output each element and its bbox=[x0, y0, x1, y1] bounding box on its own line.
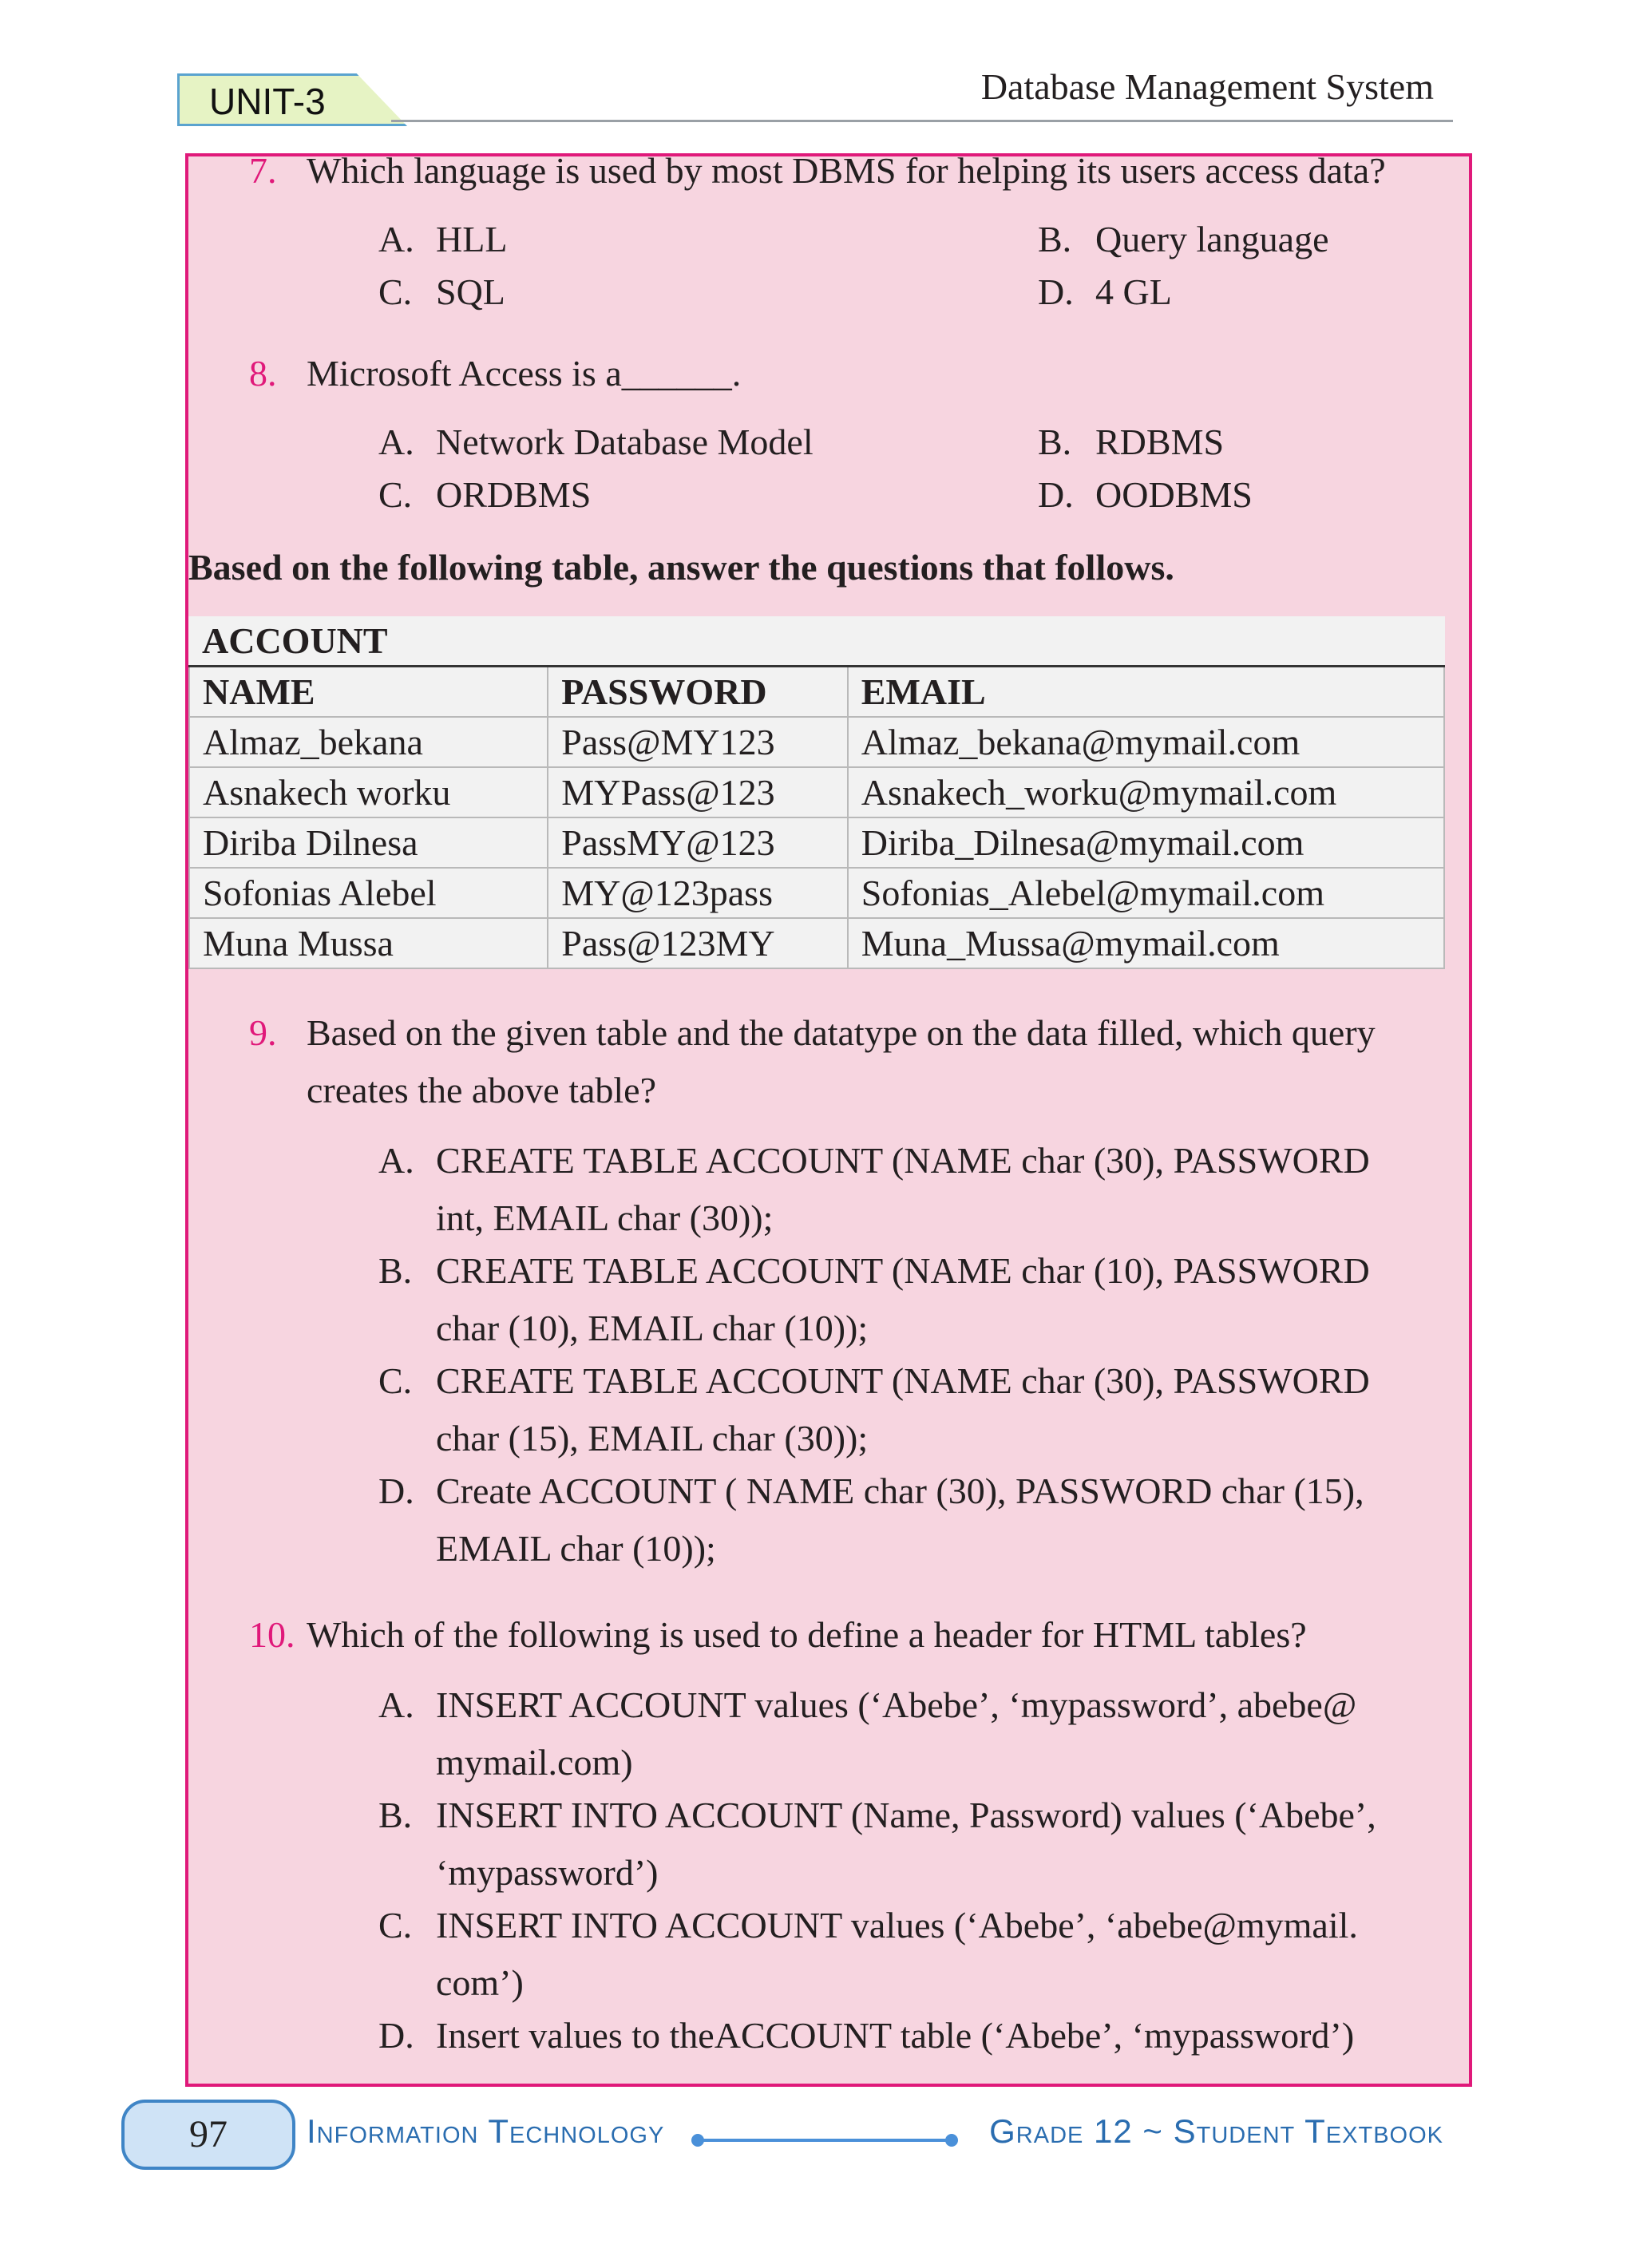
option-line1: INSERT ACCOUNT values (‘Abebe’, ‘mypassword’, abebe@ bbox=[436, 1684, 1357, 1725]
question-number: 10. bbox=[249, 1614, 295, 1655]
option-letter: B. bbox=[378, 1795, 413, 1835]
header-divider bbox=[391, 120, 1453, 122]
option-line1: INSERT INTO ACCOUNT values (‘Abebe’, ‘abebe@mymail. bbox=[436, 1905, 1358, 1945]
option-letter: B. bbox=[378, 1250, 413, 1291]
cell-email: Diriba_Dilnesa@mymail.com bbox=[848, 817, 1444, 868]
table-instruction: Based on the following table, answer the questions that follows. bbox=[188, 547, 1174, 588]
cell-password: MY@123pass bbox=[548, 868, 847, 918]
table-row bbox=[189, 918, 1444, 968]
question-number: 8. bbox=[249, 353, 277, 394]
cell-email: Muna_Mussa@mymail.com bbox=[848, 918, 1444, 968]
column-header: PASSWORD bbox=[548, 667, 847, 718]
table-row bbox=[189, 868, 1444, 918]
option-line1: CREATE TABLE ACCOUNT (NAME char (10), PASSWORD bbox=[436, 1250, 1370, 1291]
option-text: Query language bbox=[1095, 219, 1329, 259]
footer-dot-right bbox=[945, 2134, 958, 2147]
q7-option-b[interactable] bbox=[1038, 211, 1329, 268]
q9-option-a[interactable] bbox=[378, 1132, 1448, 1247]
q8-option-a[interactable] bbox=[378, 414, 814, 471]
column-header: EMAIL bbox=[848, 667, 1444, 718]
option-line1: Insert values to theACCOUNT table (‘Abebe’, ‘mypassword’) bbox=[436, 2015, 1355, 2056]
question-number: 9. bbox=[249, 1012, 277, 1053]
question-8 bbox=[249, 345, 742, 402]
cell-name: Diriba Dilnesa bbox=[189, 817, 548, 868]
q7-option-c[interactable] bbox=[378, 263, 505, 321]
q10-option-d[interactable] bbox=[378, 2007, 1448, 2064]
question-text-line1: Based on the given table and the datatype on the data filled, which query bbox=[307, 1012, 1376, 1053]
option-text: Network Database Model bbox=[436, 422, 814, 462]
question-text: Microsoft Access is a______. bbox=[307, 353, 742, 394]
q10-option-c[interactable] bbox=[378, 1897, 1448, 2012]
option-letter: C. bbox=[378, 271, 413, 312]
cell-email: Sofonias_Alebel@mymail.com bbox=[848, 868, 1444, 918]
option-letter: A. bbox=[378, 422, 414, 462]
q8-option-b[interactable] bbox=[1038, 414, 1224, 471]
header-title: Database Management System bbox=[980, 66, 1434, 107]
option-letter: D. bbox=[1038, 474, 1074, 515]
option-text: ORDBMS bbox=[436, 474, 592, 515]
cell-name: Almaz_bekana bbox=[189, 717, 548, 767]
q7-option-a[interactable] bbox=[378, 211, 507, 268]
option-line1: Create ACCOUNT ( NAME char (30), PASSWORD char (15), bbox=[436, 1470, 1364, 1511]
question-7 bbox=[249, 142, 1386, 200]
q10-option-b[interactable] bbox=[378, 1787, 1448, 1902]
option-line2: ‘mypassword’) bbox=[436, 1852, 659, 1893]
option-line1: CREATE TABLE ACCOUNT (NAME char (30), PASSWORD bbox=[436, 1360, 1370, 1401]
page-number: 97 bbox=[189, 2113, 228, 2155]
q8-option-c[interactable] bbox=[378, 466, 591, 524]
option-letter: D. bbox=[378, 1470, 414, 1511]
table-title-row bbox=[189, 616, 1444, 667]
q9-option-d[interactable] bbox=[378, 1463, 1448, 1577]
option-text: HLL bbox=[436, 219, 508, 259]
q7-option-d[interactable] bbox=[1038, 263, 1172, 321]
cell-password: MYPass@123 bbox=[548, 767, 847, 817]
cell-name: Sofonias Alebel bbox=[189, 868, 548, 918]
q9-option-c[interactable] bbox=[378, 1352, 1448, 1467]
option-letter: C. bbox=[378, 474, 413, 515]
option-letter: B. bbox=[1038, 422, 1072, 462]
option-line2: mymail.com) bbox=[436, 1742, 633, 1783]
option-letter: A. bbox=[378, 1684, 414, 1725]
option-letter: C. bbox=[378, 1360, 413, 1401]
q10-option-a[interactable] bbox=[378, 1676, 1448, 1791]
option-letter: C. bbox=[378, 1905, 413, 1945]
question-10 bbox=[249, 1606, 1307, 1664]
table-title: ACCOUNT bbox=[189, 616, 1444, 667]
column-header: NAME bbox=[189, 667, 548, 718]
unit-label: UNIT-3 bbox=[209, 81, 326, 122]
q8-option-d[interactable] bbox=[1038, 466, 1253, 524]
cell-password: PassMY@123 bbox=[548, 817, 847, 868]
option-line1: INSERT INTO ACCOUNT (Name, Password) values (‘Abebe’, bbox=[436, 1795, 1376, 1835]
question-text: Which of the following is used to define a header for HTML tables? bbox=[307, 1614, 1307, 1655]
account-table bbox=[188, 616, 1445, 969]
cell-password: Pass@123MY bbox=[548, 918, 847, 968]
option-line2: char (10), EMAIL char (10)); bbox=[436, 1308, 869, 1348]
question-number: 7. bbox=[249, 150, 277, 191]
option-line2: com’) bbox=[436, 1962, 524, 2003]
option-letter: A. bbox=[378, 219, 414, 259]
footer-subject: Information Technology bbox=[307, 2112, 665, 2150]
option-line2: int, EMAIL char (30)); bbox=[436, 1197, 774, 1238]
question-text-line2: creates the above table? bbox=[307, 1070, 657, 1110]
table-row bbox=[189, 717, 1444, 767]
q9-option-b[interactable] bbox=[378, 1242, 1448, 1357]
option-letter: A. bbox=[378, 1140, 414, 1181]
option-line2: char (15), EMAIL char (30)); bbox=[436, 1418, 869, 1459]
cell-email: Asnakech_worku@mymail.com bbox=[848, 767, 1444, 817]
option-text: SQL bbox=[436, 271, 505, 312]
option-letter: B. bbox=[1038, 219, 1072, 259]
table-row bbox=[189, 817, 1444, 868]
option-letter: D. bbox=[1038, 271, 1074, 312]
cell-name: Asnakech worku bbox=[189, 767, 548, 817]
question-9 bbox=[249, 1004, 1463, 1110]
cell-password: Pass@MY123 bbox=[548, 717, 847, 767]
cell-email: Almaz_bekana@mymail.com bbox=[848, 717, 1444, 767]
table-row bbox=[189, 767, 1444, 817]
footer-divider bbox=[696, 2139, 950, 2142]
table-header-row bbox=[189, 667, 1444, 718]
option-text: 4 GL bbox=[1095, 271, 1172, 312]
option-line1: CREATE TABLE ACCOUNT (NAME char (30), PASSWORD bbox=[436, 1140, 1370, 1181]
option-letter: D. bbox=[378, 2015, 414, 2056]
footer-grade: Grade 12 ~ Student Textbook bbox=[989, 2112, 1443, 2150]
option-line2: EMAIL char (10)); bbox=[436, 1528, 716, 1569]
option-text: OODBMS bbox=[1095, 474, 1253, 515]
cell-name: Muna Mussa bbox=[189, 918, 548, 968]
option-text: RDBMS bbox=[1095, 422, 1225, 462]
question-text: Which language is used by most DBMS for helping its users access data? bbox=[307, 150, 1386, 191]
